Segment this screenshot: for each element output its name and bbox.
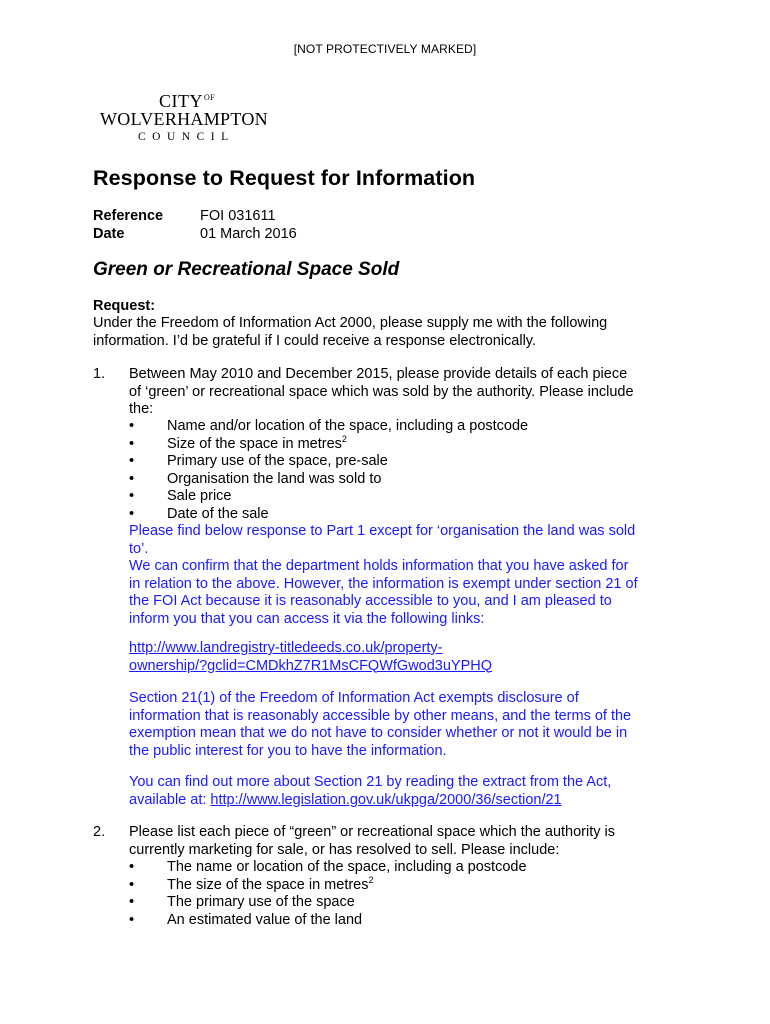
date-value: 01 March 2016	[200, 226, 297, 242]
list-item: • An estimated value of the land	[129, 911, 363, 928]
logo-council: COUNCIL	[138, 131, 235, 143]
protective-marking: [NOT PROTECTIVELY MARKED]	[293, 42, 477, 56]
landregistry-link-block	[129, 640, 689, 675]
request-intro: Under the Freedom of Information Act 2000, please supply me with the following information. I’d be grateful if I could receive a response electronically.	[93, 315, 608, 349]
list-item: • Size of the space in metres$^2$	[129, 433, 347, 452]
request-label: Request:	[93, 298, 156, 314]
item-1-bullets	[129, 418, 528, 523]
legislation-link[interactable]: http://www.legislation.gov.uk/ukpga/2000/36/section/21	[210, 791, 562, 808]
item-1-question: Between May 2010 and December 2015, please provide details of each piece of ‘green’ or recreational space which was sold by the authority. Please include the:	[129, 366, 634, 417]
list-item: • The name or location of the space, including a postcode	[129, 859, 527, 875]
section-21-more-info: You can find out more about Section 21 by reading the extract from the Act, available at: http://www.legislation.gov.uk/ukpga/2000/36/section/21	[129, 774, 612, 808]
page-title: Response to Request for Information	[93, 166, 476, 190]
item-2-bullets	[129, 859, 527, 929]
council-logo	[100, 91, 270, 143]
landregistry-link[interactable]: http://www.landregistry-titledeeds.co.uk/property- ownership/?gclid=CMDkhZ7R1MsCFQWfGwod3uYPHQ	[129, 640, 493, 674]
list-item: • Name and/or location of the space, including a postcode	[129, 418, 529, 434]
reference-value: FOI 031611	[200, 208, 276, 224]
item-1-number: 1.	[93, 366, 106, 382]
list-item: • The size of the space in metres$^2$	[129, 874, 374, 893]
list-item: • Organisation the land was sold to	[129, 470, 382, 487]
item-2-number: 2.	[93, 824, 106, 840]
list-item: • The primary use of the space	[129, 894, 355, 910]
item-2-question: Please list each piece of “green” or recreational space which the authority is currently marketing for sale, or has resolved to sell. Please include:	[129, 824, 616, 858]
logo-city: $CITY^{OF}$	[159, 91, 216, 111]
section-subtitle: Green or Recreational Space Sold	[93, 259, 400, 280]
logo-wolverhampton: WOLVERHAMPTON	[100, 109, 268, 129]
date-label: Date	[93, 226, 125, 242]
response-part-1: Please find below response to Part 1 except for ‘organisation the land was sold to’. We can confirm that the department holds information that you have asked for in relation to the above. However, the information is exempt under section 21 of the FOI Act because it is reasonably accessible to you, and I am pleased to inform you that you can access it via the following links:	[129, 523, 638, 627]
section-21-explanation: Section 21(1) of the Freedom of Information Act exempts disclosure of information that is reasonably accessible by other means, and the terms of the exemption mean that we do not have to consider whether or not it would be in the public interest for you to have the information.	[129, 690, 632, 759]
list-item: • Sale price	[129, 488, 232, 504]
reference-label: Reference	[93, 208, 164, 224]
list-item: • Primary use of the space, pre-sale	[129, 453, 388, 469]
list-item: • Date of the sale	[129, 505, 269, 522]
